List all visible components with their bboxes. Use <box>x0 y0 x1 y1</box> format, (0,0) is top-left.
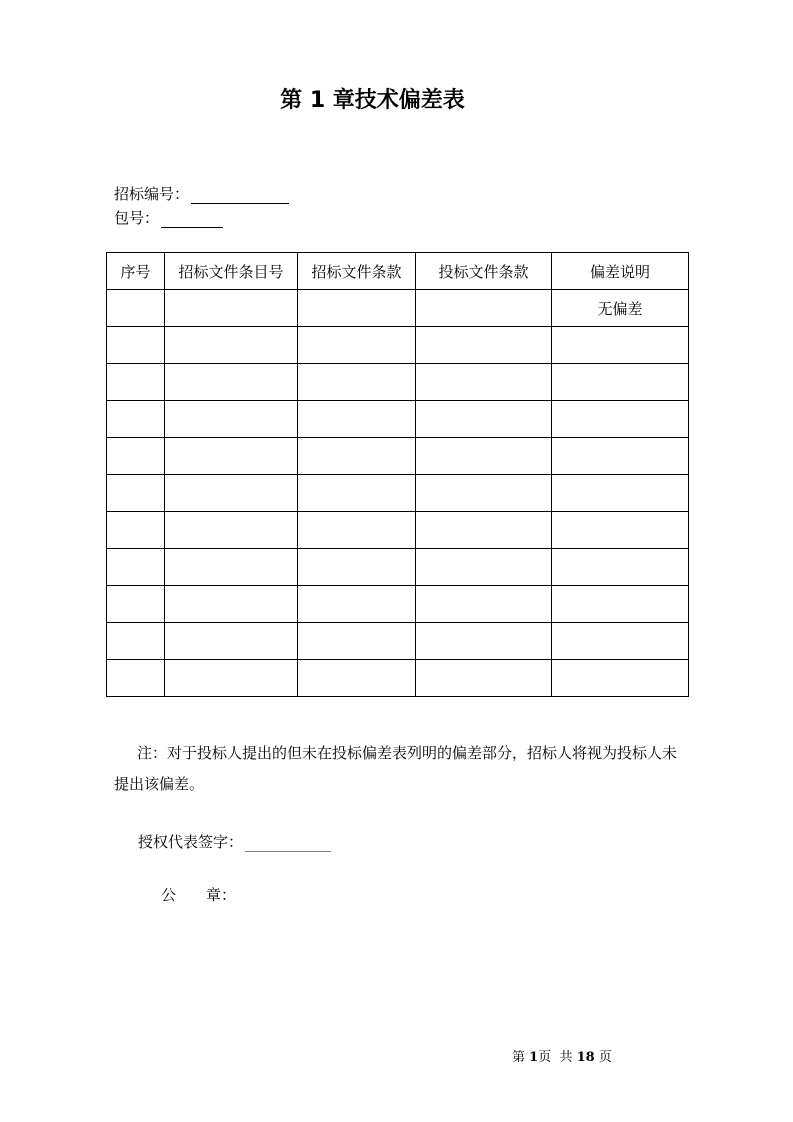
table-cell <box>416 475 552 512</box>
table-cell <box>165 290 298 327</box>
table-cell <box>107 660 165 697</box>
table-cell <box>298 660 416 697</box>
table-cell <box>416 549 552 586</box>
header-tender-item-number: 招标文件条目号 <box>165 253 298 290</box>
table-cell <box>165 401 298 438</box>
table-cell <box>298 438 416 475</box>
table-cell <box>416 586 552 623</box>
table-cell <box>298 586 416 623</box>
signature-label: 授权代表签字： <box>138 833 244 851</box>
table-cell <box>298 401 416 438</box>
current-page-number: 1 <box>529 1050 539 1065</box>
table-cell <box>416 364 552 401</box>
table-row <box>107 364 689 401</box>
table-cell <box>416 623 552 660</box>
table-row <box>107 290 689 327</box>
table-row <box>107 327 689 364</box>
table-cell <box>552 364 689 401</box>
signature-blank[interactable] <box>245 835 331 852</box>
total-page-count: 18 <box>576 1050 595 1065</box>
table-cell: 无偏差 <box>552 290 689 327</box>
table-cell <box>416 512 552 549</box>
package-number-blank[interactable] <box>161 211 223 228</box>
table-row <box>107 438 689 475</box>
table-cell <box>552 327 689 364</box>
table-cell <box>416 290 552 327</box>
table-cell <box>416 401 552 438</box>
table-row <box>107 623 689 660</box>
table-row <box>107 401 689 438</box>
table-cell <box>107 290 165 327</box>
footer-middle: 页 共 <box>538 1050 577 1065</box>
table-cell <box>165 475 298 512</box>
header-tender-clause: 招标文件条款 <box>298 253 416 290</box>
table-cell <box>298 475 416 512</box>
table-cell <box>107 512 165 549</box>
table-cell <box>552 660 689 697</box>
table-cell <box>298 623 416 660</box>
table-cell <box>165 586 298 623</box>
table-cell <box>416 327 552 364</box>
table-cell <box>107 475 165 512</box>
table-cell <box>107 327 165 364</box>
table-row <box>107 512 689 549</box>
table-cell <box>416 660 552 697</box>
table-cell <box>552 623 689 660</box>
table-header-row <box>107 253 689 290</box>
table-cell <box>552 475 689 512</box>
table-cell <box>552 438 689 475</box>
table-cell <box>165 327 298 364</box>
package-number-label: 包号： <box>114 209 160 227</box>
table-cell <box>165 438 298 475</box>
table-cell <box>165 623 298 660</box>
table-row <box>107 549 689 586</box>
table-cell <box>298 327 416 364</box>
table-row <box>107 475 689 512</box>
header-bid-clause: 投标文件条款 <box>416 253 552 290</box>
page-footer <box>512 1049 612 1067</box>
table-cell <box>107 364 165 401</box>
table-cell <box>552 549 689 586</box>
table-cell <box>165 660 298 697</box>
table-cell <box>552 512 689 549</box>
table-cell <box>107 623 165 660</box>
header-deviation-description: 偏差说明 <box>552 253 689 290</box>
table-row <box>107 586 689 623</box>
signature-field <box>138 832 331 852</box>
table-cell <box>552 401 689 438</box>
footer-prefix: 第 <box>512 1050 530 1065</box>
table-cell <box>107 401 165 438</box>
technical-deviation-table <box>106 252 689 697</box>
header-serial-number: 序号 <box>107 253 165 290</box>
table-cell <box>165 549 298 586</box>
deviation-note: 注：对于投标人提出的但未在投标偏差表列明的偏差部分，招标人将视为投标人未提出该偏差。 <box>114 744 678 793</box>
table-cell <box>107 586 165 623</box>
tender-number-field <box>114 184 289 204</box>
document-title: 第 1 章技术偏差表 <box>280 88 465 113</box>
table-cell <box>107 438 165 475</box>
package-number-field <box>114 208 223 228</box>
table-cell <box>298 549 416 586</box>
table-cell <box>552 586 689 623</box>
table-cell <box>165 364 298 401</box>
seal-label: 公 章： <box>161 886 237 904</box>
footer-suffix: 页 <box>594 1050 612 1065</box>
table-cell <box>298 364 416 401</box>
table-cell <box>107 549 165 586</box>
table-cell <box>165 512 298 549</box>
tender-number-label: 招标编号： <box>114 185 190 203</box>
table-row <box>107 660 689 697</box>
table-cell <box>416 438 552 475</box>
tender-number-blank[interactable] <box>191 187 289 204</box>
table-cell <box>298 512 416 549</box>
table-cell <box>298 290 416 327</box>
